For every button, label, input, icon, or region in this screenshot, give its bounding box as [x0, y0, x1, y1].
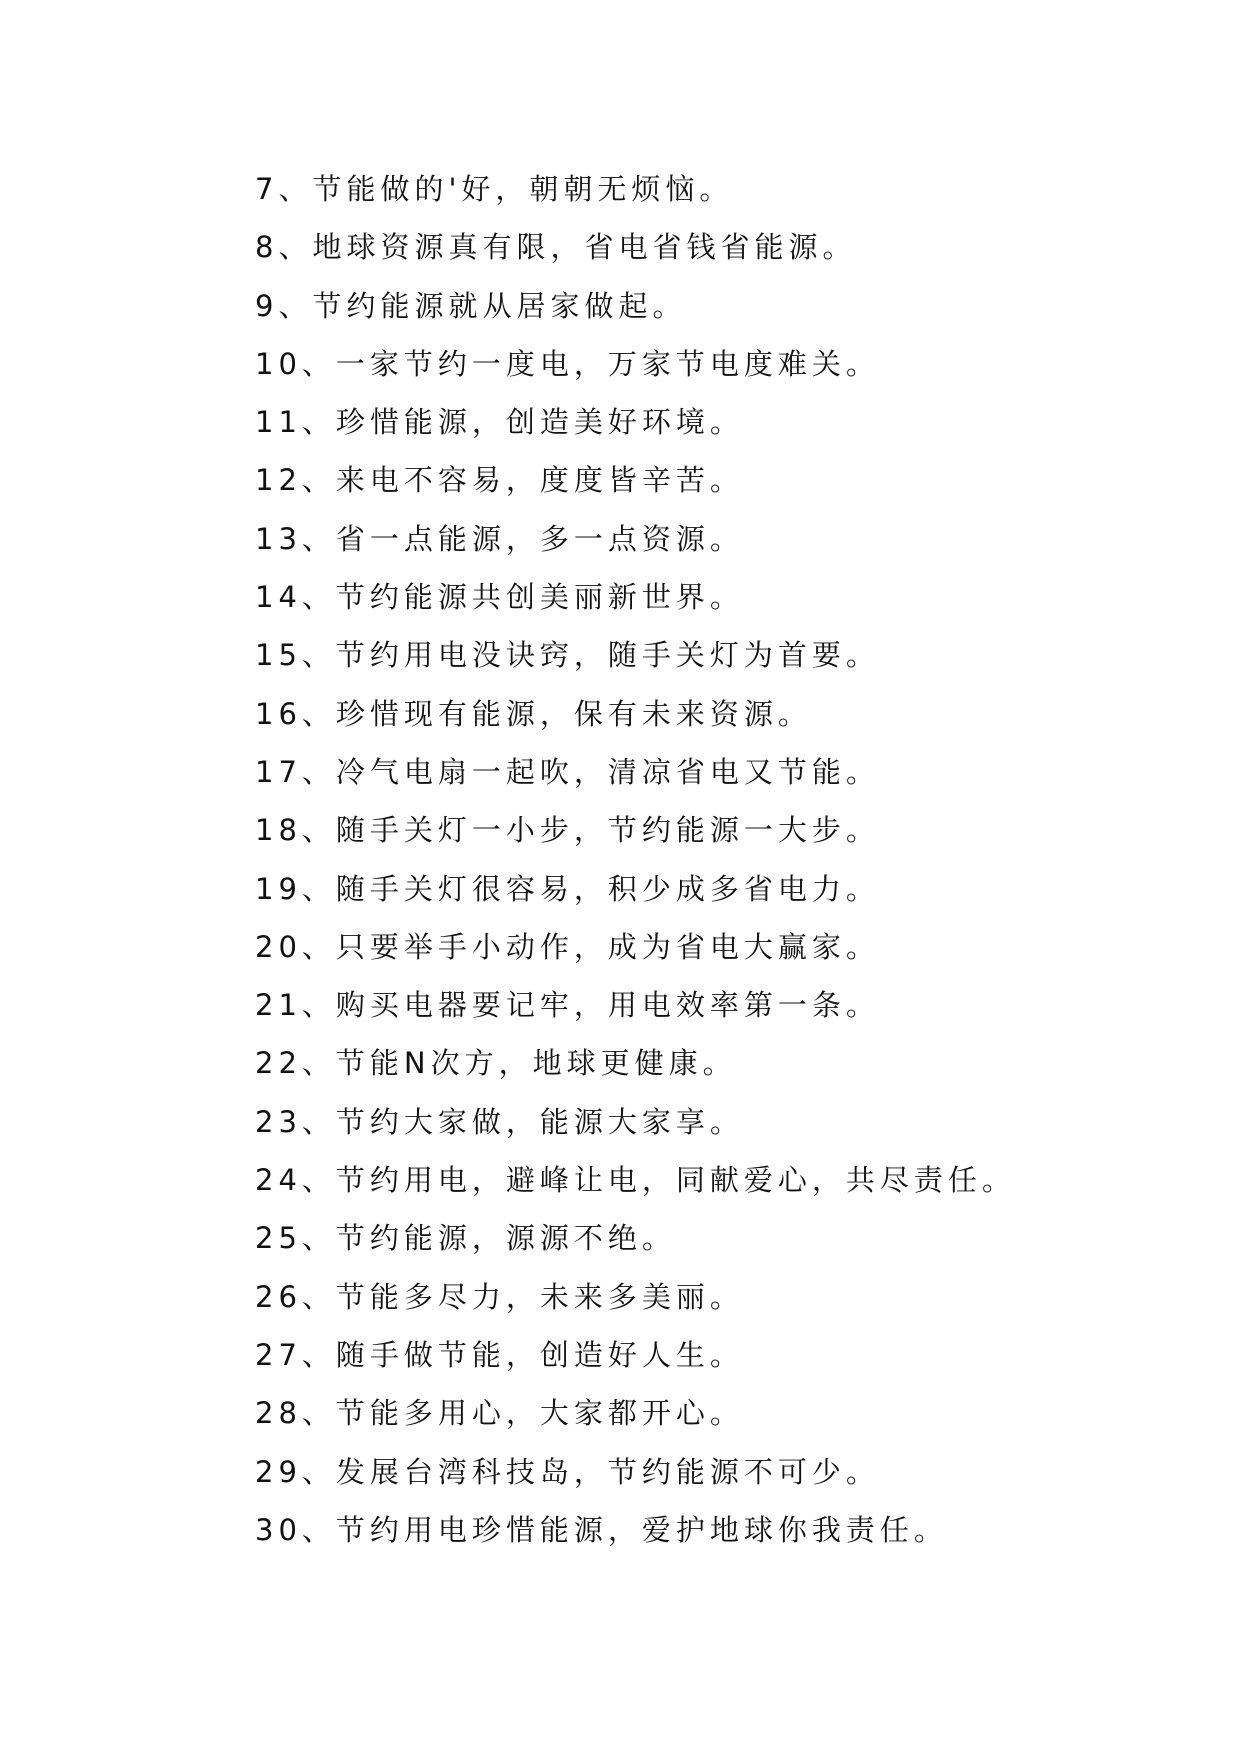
list-item: 24、节约用电，避峰让电，同献爱心，共尽责任。 [255, 1163, 1016, 1198]
list-item: 18、随手关灯一小步，节约能源一大步。 [255, 813, 880, 848]
list-item: 12、来电不容易，度度皆辛苦。 [255, 463, 744, 498]
list-item: 21、购买电器要记牢，用电效率第一条。 [255, 988, 880, 1023]
list-item: 15、节约用电没诀窍，随手关灯为首要。 [255, 638, 880, 673]
list-item: 29、发展台湾科技岛，节约能源不可少。 [255, 1454, 880, 1489]
list-item: 20、只要举手小动作，成为省电大赢家。 [255, 929, 880, 964]
list-item: 30、节约用电珍惜能源，爱护地球你我责任。 [255, 1512, 948, 1547]
list-item: 17、冷气电扇一起吹，清凉省电又节能。 [255, 754, 880, 789]
list-item: 8、地球资源真有限，省电省钱省能源。 [255, 230, 857, 265]
list-item: 19、随手关灯很容易，积少成多省电力。 [255, 871, 880, 906]
list-item: 28、节能多用心，大家都开心。 [255, 1396, 744, 1431]
list-item: 26、节能多尽力，未来多美丽。 [255, 1279, 744, 1314]
list-item: 10、一家节约一度电，万家节电度难关。 [255, 346, 880, 381]
list-item: 25、节约能源，源源不绝。 [255, 1221, 676, 1256]
list-item: 14、节约能源共创美丽新世界。 [255, 580, 744, 615]
list-item: 23、节约大家做，能源大家享。 [255, 1104, 744, 1139]
list-item: 27、随手做节能，创造好人生。 [255, 1337, 744, 1372]
list-item: 22、节能N次方，地球更健康。 [255, 1046, 737, 1081]
list-item: 16、珍惜现有能源，保有未来资源。 [255, 696, 812, 731]
list-item: 11、珍惜能源，创造美好环境。 [255, 405, 744, 440]
slogan-list [255, 160, 1155, 1559]
list-item: 13、省一点能源，多一点资源。 [255, 521, 744, 556]
list-item: 7、节能做的'好，朝朝无烦恼。 [255, 172, 734, 206]
list-item: 9、节约能源就从居家做起。 [255, 288, 687, 323]
